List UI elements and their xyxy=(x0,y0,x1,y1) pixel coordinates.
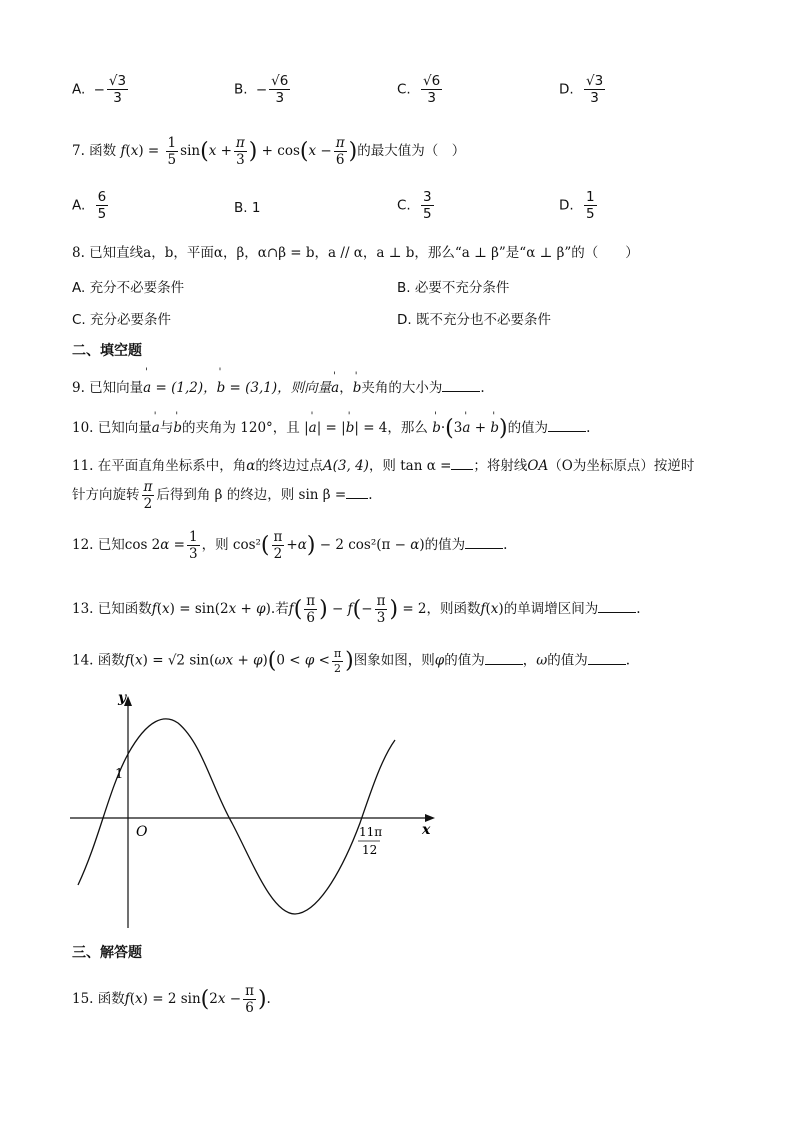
sine-curve xyxy=(78,719,395,914)
section-fill-in-heading: 二、填空题 xyxy=(72,343,142,359)
q8-stem: 8. 已知直线a，b，平面α，β，α∩β = b，a // α，a ⊥ b，那么“a ⊥ β”是“α ⊥ β”的（ ） xyxy=(72,245,639,261)
q8-option-d: D. 既不充分也不必要条件 xyxy=(397,312,551,328)
q8-option-b: B. 必要不充分条件 xyxy=(397,280,510,296)
q8-option-a: A. 充分不必要条件 xyxy=(72,280,185,296)
x-axis-label: x xyxy=(422,822,431,838)
q6-option-c: C. $\frac{√6}{3}$ xyxy=(397,73,441,107)
q11-line2: 针方向旋转 $\frac{\pi}{2}$ 后得到角 β 的终边，则 sin β = . xyxy=(72,479,373,513)
q9-stem: 9. 已知向量' a = (1,2)，' b = (3,1)，则向量' a，' b夹角的大小为 . xyxy=(72,376,485,396)
q7-option-a: A. $\frac{6}{5}$ xyxy=(72,189,107,223)
q11-line1: 11. 在平面直角坐标系中，角α的终边过点A(3, 4)，则 tan α = ；将射线OA（O为坐标原点）按逆时 xyxy=(72,458,695,474)
q7-option-d: D. $\frac{1}{5}$ xyxy=(559,189,595,223)
q15-stem: 15. 函数f(x) = 2 sin(2x − $\frac{\pi}{6}$ ). xyxy=(72,983,271,1017)
sine-graph-figure xyxy=(60,688,450,933)
x-axis-arrow xyxy=(425,814,435,822)
q8-option-c: C. 充分必要条件 xyxy=(72,312,172,328)
q7-option-b: B. 1 xyxy=(234,200,261,216)
q6-option-a: A. − $\frac{√3}{3}$ xyxy=(72,73,127,107)
x-tick-numerator: 11π xyxy=(359,825,383,839)
q12-stem: 12. 已知cos 2α = $\frac{1}{3}$ ，则 cos²( $\frac{\pi}{2}$ +α) − 2 cos²(π − α)的值为 . xyxy=(72,529,508,563)
y-axis-label: y xyxy=(118,690,127,706)
q6-option-d: D. $\frac{√3}{3}$ xyxy=(559,73,604,107)
q6-option-b: B. − $\frac{√6}{3}$ xyxy=(234,73,289,107)
y-tick-1-label: 1 xyxy=(115,767,124,782)
q7-option-c: C. $\frac{3}{5}$ xyxy=(397,189,432,223)
q13-stem: 13. 已知函数f(x) = sin(2x + φ).若f( $\frac{\pi}{6}$ ) − f(− $\frac{\pi}{3}$ ) = 2，则函数f(x)的单调增区间为 . xyxy=(72,593,641,627)
q10-stem: 10. 已知向量' a与' b的夹角为 120°，且 |' a| = |' b| = 4，那么 ' b·(3' a + ' b)的值为 . xyxy=(72,416,590,441)
q7-stem: 7. 函数 f(x) = $\frac{1}{5}$ sin(x + $\frac{\pi}{3}$ ) + cos(x − $\frac{\pi}{6}$ )的最大值为（ ） xyxy=(72,135,466,169)
x-tick-denominator: 12 xyxy=(362,843,378,857)
q14-stem: 14. 函数f(x) = √2 sin(ωx + φ)(0 < φ < $\frac{\pi}{2}$ )图象如图，则φ的值为 ，ω的值为 . xyxy=(72,647,631,675)
origin-label: O xyxy=(136,824,148,840)
section-answer-heading: 三、解答题 xyxy=(72,945,142,961)
